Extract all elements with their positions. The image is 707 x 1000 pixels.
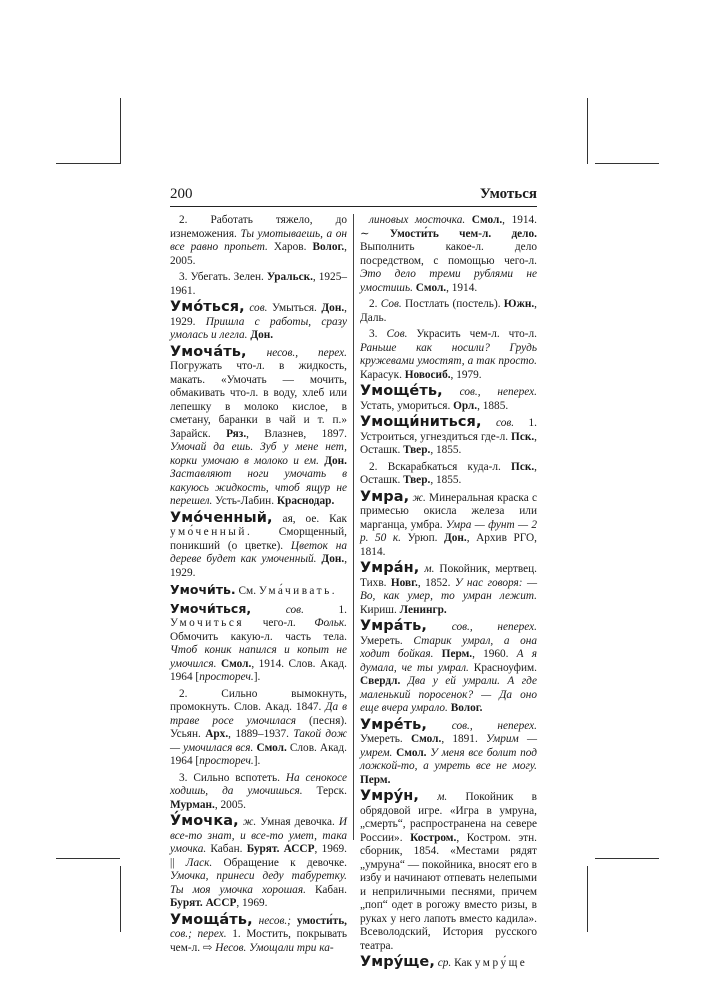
text-run: (песня). Усьян. xyxy=(170,714,347,740)
page-header xyxy=(170,186,537,204)
bold-text: Дон. xyxy=(443,532,467,544)
italic-text: И все-то знат, и все-то умет, така умочка. xyxy=(170,816,347,855)
text-run: 2. Работать тяжело, до изнеможения. xyxy=(170,214,347,240)
italic-text: сов. xyxy=(285,603,304,616)
text-run: Усть-Лабин. xyxy=(212,495,277,507)
text-run: Устать, умориться. xyxy=(360,399,454,412)
text-run: Минеральная краска с примесью окисла железа или марганца, умбра. xyxy=(360,491,537,531)
text-run xyxy=(247,347,267,359)
text-run xyxy=(433,648,441,660)
text-run: , 1929. xyxy=(170,302,347,328)
text-run: . xyxy=(331,585,335,597)
bold-text: Новосиб. xyxy=(404,368,451,381)
text-run xyxy=(251,604,286,616)
crop-mark-top-left-h xyxy=(56,163,120,164)
dictionary-entry xyxy=(170,911,348,956)
crop-mark-bottom-left-h xyxy=(56,858,120,859)
bold-text: Костром. xyxy=(410,831,457,844)
dictionary-entry xyxy=(360,790,537,953)
italic-text: простореч. xyxy=(199,671,254,683)
text-run: , Костром. этн. сборник, 1854. «Местами рядят „умруна“ — покойника, вносят его в избу и начинают отпевать нелепыми и неприличными песнями, причем „поп“ одет в рогожу вместо ризы, в руках у него лапоть вместо кадила». Всеволодский, История русского театра. xyxy=(360,831,537,952)
headword: Умра́ть, xyxy=(360,618,427,634)
bold-text: Дон. xyxy=(321,302,345,314)
italic-text: ср. xyxy=(437,957,452,969)
bold-text: Орл. xyxy=(453,399,478,412)
text-run: Умереть. xyxy=(360,733,411,745)
text-run: 1. xyxy=(303,603,348,616)
text-run: , 1929. xyxy=(170,553,348,579)
crop-mark-bottom-right xyxy=(587,866,588,932)
italic-text: У нас говоря: — Во, как умер, то умран лежит. xyxy=(360,576,538,602)
italic-text: сов., неперех. xyxy=(451,621,538,633)
bold-text: Пск. xyxy=(511,430,535,443)
text-run: Кириш. xyxy=(360,603,400,616)
bold-text: Бурят. АССР xyxy=(246,843,315,855)
italic-text: линовых мосточка. xyxy=(369,214,466,226)
dictionary-entry xyxy=(360,488,537,560)
bold-text: Перм. xyxy=(360,773,391,786)
italic-text: Умрим — умрем. xyxy=(360,733,537,759)
italic-text: Это дело треми рублями не умостишь. xyxy=(360,268,537,294)
text-run: 2. xyxy=(369,298,381,310)
italic-text: Умощали три ка- xyxy=(249,941,334,954)
dictionary-entry xyxy=(360,562,537,617)
dictionary-entry xyxy=(170,583,347,599)
text-run: Покойник, мертвец. Тихв. xyxy=(360,563,538,589)
text-run: , 1852. xyxy=(417,576,455,589)
bold-text: Свердл. xyxy=(360,675,401,687)
bold-text: Смол. xyxy=(410,733,442,745)
bold-text: Дон. xyxy=(321,553,345,565)
bold-text: Арх. xyxy=(205,728,229,740)
text-run: Выполнить какое-л. дело посредством, с помощью чего-л. xyxy=(360,241,537,267)
italic-text: Два у ей умрали. А где маленький поросенок? — Да оно еще вчера умрало. xyxy=(360,675,538,714)
italic-text: м. xyxy=(424,563,435,575)
bold-text: Мурман. xyxy=(170,798,215,811)
dictionary-entry xyxy=(170,343,347,509)
text-run: Терск. xyxy=(302,785,347,797)
text-run xyxy=(482,417,496,429)
text-run: 2. Вскарабкаться куда-л. xyxy=(369,460,512,473)
text-run: , 1855. xyxy=(430,444,462,456)
text-run: Как xyxy=(451,957,475,969)
spaced-text: умо́ченный xyxy=(170,526,247,538)
dictionary-entry xyxy=(170,509,348,581)
left-column xyxy=(170,214,347,958)
text-run: 3. Сильно вспотеть. xyxy=(179,771,286,784)
text-run xyxy=(427,720,452,732)
bold-text: Перм. xyxy=(441,648,473,660)
italic-text: несов., перех. xyxy=(266,346,347,359)
text-run xyxy=(419,791,437,803)
text-run: , Даль. xyxy=(360,298,537,324)
text-run: Обращение к девочке. xyxy=(212,856,347,869)
italic-text: На сенокосе ходишь, да умочишься. xyxy=(170,771,347,797)
spaced-text: умру́ще xyxy=(474,957,528,969)
italic-text: Фольк. xyxy=(314,617,347,629)
entry-paragraph xyxy=(170,271,347,298)
italic-text: Чтоб коник напился и копыт не умочился. xyxy=(170,644,347,670)
bold-text: Волог. xyxy=(312,241,345,253)
column-divider xyxy=(353,214,354,840)
text-run: Умная девочка. xyxy=(256,816,339,828)
italic-text: простореч. xyxy=(199,755,254,767)
text-run: Урюп. xyxy=(400,532,444,544)
text-run: Карасук. xyxy=(360,368,405,381)
crop-mark-top-right xyxy=(587,98,588,164)
dictionary-entry xyxy=(170,602,347,685)
entry-paragraph xyxy=(360,298,537,325)
text-run: 1. Устроиться, угнездиться где-л. xyxy=(360,417,538,443)
italic-text: Сов. xyxy=(386,328,408,340)
text-run: , Влазнев, 1897. xyxy=(246,427,347,440)
text-run: , 1855. xyxy=(430,474,462,486)
italic-text: сов., неперех. xyxy=(459,386,537,398)
italic-text: Заставляют ноги умочать в какуюсь жидкость, чтоб ящур не перешел. xyxy=(170,468,347,507)
dictionary-entry xyxy=(360,416,537,458)
bold-text: Умости́ть чем-л. дело. xyxy=(389,227,537,240)
dictionary-entry xyxy=(360,385,537,413)
page-number: 200 xyxy=(170,186,193,202)
text-run: Погружать что-л. в жидкость, макать. «Умочать — мочить, обмакивать что-л. в воду, хлеб или лепешку в молоко кислое, в сметану, баранки в чай и т. п.» Зарайск. xyxy=(170,360,347,440)
entry-paragraph xyxy=(360,461,537,488)
bold-text: Краснодар. xyxy=(276,495,335,507)
entry-paragraph xyxy=(170,688,347,769)
bold-text: Твер. xyxy=(403,474,431,486)
italic-text: м. xyxy=(437,791,448,803)
italic-text: Да в траве росе умочилася xyxy=(170,701,347,727)
dictionary-entry xyxy=(170,815,347,911)
text-run: Украсить чем-л. что-л. xyxy=(407,328,538,340)
text-run: ]. xyxy=(253,671,261,683)
text-run: 3. Убегать. Зелен. xyxy=(179,271,267,283)
text-run: Харов. xyxy=(267,241,313,253)
italic-text: Цветок на дереве будет как умоченный. xyxy=(170,539,347,565)
dictionary-entry xyxy=(170,301,347,343)
crop-mark-top-left xyxy=(120,98,121,164)
headword: Умо́ченный, xyxy=(170,509,273,526)
italic-text: Ты умотываешь, а он все равно пропьет. xyxy=(170,227,347,253)
italic-text: ж. xyxy=(412,491,426,504)
italic-text: Умра — фунт — 2 р. 50 к. xyxy=(360,518,537,544)
bold-text: Смол. xyxy=(220,657,252,670)
text-run: , 1914. xyxy=(446,281,478,294)
italic-text: Такой дож — умочилася вся. xyxy=(170,728,347,754)
entry-paragraph xyxy=(360,214,537,295)
text-run: . Сморщенный, поникший (о цветке). xyxy=(170,526,347,552)
bold-text: Смол. xyxy=(415,281,447,294)
italic-text: Пришла с работы, сразу умолась и легла. xyxy=(170,315,347,341)
italic-text: Старик умрал, а она ходит бойкая. xyxy=(360,634,537,660)
text-run: Постлать (постель). xyxy=(401,298,504,310)
bold-text: Смол. xyxy=(256,741,287,754)
headword: Умоча́ть, xyxy=(170,343,247,360)
text-run: , 1960. xyxy=(472,648,517,660)
italic-text: Сов. xyxy=(380,298,402,310)
italic-text: сов.; перех. xyxy=(170,928,227,940)
text-run xyxy=(400,675,407,687)
bold-text: Новг. xyxy=(390,576,418,589)
text-run: , 1969. xyxy=(236,897,268,909)
right-column xyxy=(360,214,537,974)
header-rule xyxy=(170,206,537,207)
text-run: , 2005. xyxy=(170,241,347,267)
text-run: Кабан. xyxy=(206,843,247,855)
italic-text: сов., неперех. xyxy=(451,719,537,732)
text-run: 1. Мостить, покрывать чем-л. ⇨ xyxy=(170,928,347,954)
text-run: , Осташк. xyxy=(360,430,537,456)
bold-text: Южн. xyxy=(503,298,535,310)
text-run: , 1885. xyxy=(477,399,509,412)
bold-text: Бурят. АССР xyxy=(170,897,237,909)
italic-text: Умочай да ешь. Зуб у мене нет, корки умочаю в молоко и ем. xyxy=(170,441,347,467)
headword: Умочи́ть. xyxy=(170,582,236,597)
headword: Умощи́ниться, xyxy=(360,414,482,430)
spaced-text: Умочиться xyxy=(170,617,245,629)
text-run: 3. xyxy=(369,328,387,340)
italic-text: Несов. xyxy=(215,941,247,954)
headword: У́мочка, xyxy=(170,813,239,829)
dictionary-entry xyxy=(360,620,537,716)
headword: Умо́ться, xyxy=(170,299,245,315)
dictionary-entry xyxy=(360,716,538,788)
text-run: Покойник в обрядовой игре. «Игра в умруна, „смерть“, распространена на севере России». xyxy=(360,791,538,844)
entry-paragraph xyxy=(360,328,537,382)
crop-mark-top-right-h xyxy=(595,163,659,164)
bold-text: Дон. xyxy=(324,454,347,467)
italic-text: несов.; xyxy=(258,914,291,927)
text-run: См. xyxy=(235,585,259,597)
text-run: Слов. Акад. 1964 [ xyxy=(170,741,347,767)
italic-text: Умочка, принеси деду табуретку. Ты моя умочка хорошая. xyxy=(170,870,347,896)
italic-text: ж. xyxy=(242,816,257,828)
text-run xyxy=(427,621,452,633)
text-run: Умыться. xyxy=(267,302,322,314)
bold-text: Смол. xyxy=(396,746,427,759)
italic-text: сов. xyxy=(249,302,268,314)
running-head: Умоться xyxy=(479,186,537,202)
text-run: , 1914. Слов. Акад. 1964 [ xyxy=(170,657,347,683)
headword: Умру́н, xyxy=(360,788,419,804)
bold-text: Пск. xyxy=(511,460,535,473)
text-run: , 1925–1961. xyxy=(170,271,347,297)
text-run: Красноуфим. xyxy=(468,661,537,674)
bold-text: Дон. xyxy=(250,329,274,341)
headword: Умоще́ть, xyxy=(360,383,443,399)
entry-paragraph xyxy=(170,772,347,813)
text-run: 2. Сильно вымокнуть, промокнуть. Слов. Акад. 1847. xyxy=(170,687,347,713)
headword: Умре́ть, xyxy=(360,716,428,733)
text-run: , Осташк. xyxy=(360,460,537,486)
headword: Умру́ще, xyxy=(360,954,435,970)
text-run: , 1969. || xyxy=(170,843,347,869)
text-run: , 2005. xyxy=(214,798,246,811)
text-run: ая, ое. Как xyxy=(272,512,347,525)
headword: Умра́н, xyxy=(360,560,420,576)
crop-mark-bottom-right-h xyxy=(595,858,659,859)
bold-text: Смол. xyxy=(471,214,503,226)
text-run: , Архив РГО, 1814. xyxy=(360,532,537,558)
bold-text: Ряз. xyxy=(226,427,247,440)
italic-text: сов. xyxy=(496,417,515,429)
entry-paragraph xyxy=(170,214,347,268)
headword: Умоща́ть, xyxy=(170,911,253,928)
text-run xyxy=(443,386,460,398)
bold-text: Ленингр. xyxy=(399,603,447,616)
text-run xyxy=(465,214,472,226)
text-run: , 1889–1937. xyxy=(228,728,294,740)
text-run: , 1891. xyxy=(441,733,486,745)
italic-text: Ласк. xyxy=(185,856,213,869)
italic-text: А я думала, че ты умрал. xyxy=(360,648,537,674)
italic-text: Раньше как носили? Грудь кружевами умостят, а так просто. xyxy=(360,341,537,367)
bold-text: Твер. xyxy=(403,444,431,456)
headword: Умра, xyxy=(360,488,410,505)
text-run: ]. xyxy=(253,755,261,767)
text-run: , 1979. xyxy=(450,368,482,381)
bold-text: умости́ть, xyxy=(296,914,348,927)
bold-text: Уральск. xyxy=(266,271,313,283)
dictionary-entry xyxy=(360,956,537,971)
text-run: Умереть. xyxy=(360,634,414,647)
text-run: Кабан. xyxy=(305,883,348,896)
bold-text: Волог. xyxy=(450,702,483,714)
headword: Умочи́ться, xyxy=(170,600,252,616)
italic-text: У меня все болит под ложкой-то, а умреть все не могу. xyxy=(360,746,538,772)
crop-mark-bottom-left xyxy=(120,866,121,932)
spaced-text: Ума́чивать xyxy=(258,585,332,597)
text-run: чего-л. xyxy=(244,617,315,629)
text-run: , 1914. ∼ xyxy=(360,214,537,240)
text-run: Обмочить какую-л. часть тела. xyxy=(170,630,347,643)
